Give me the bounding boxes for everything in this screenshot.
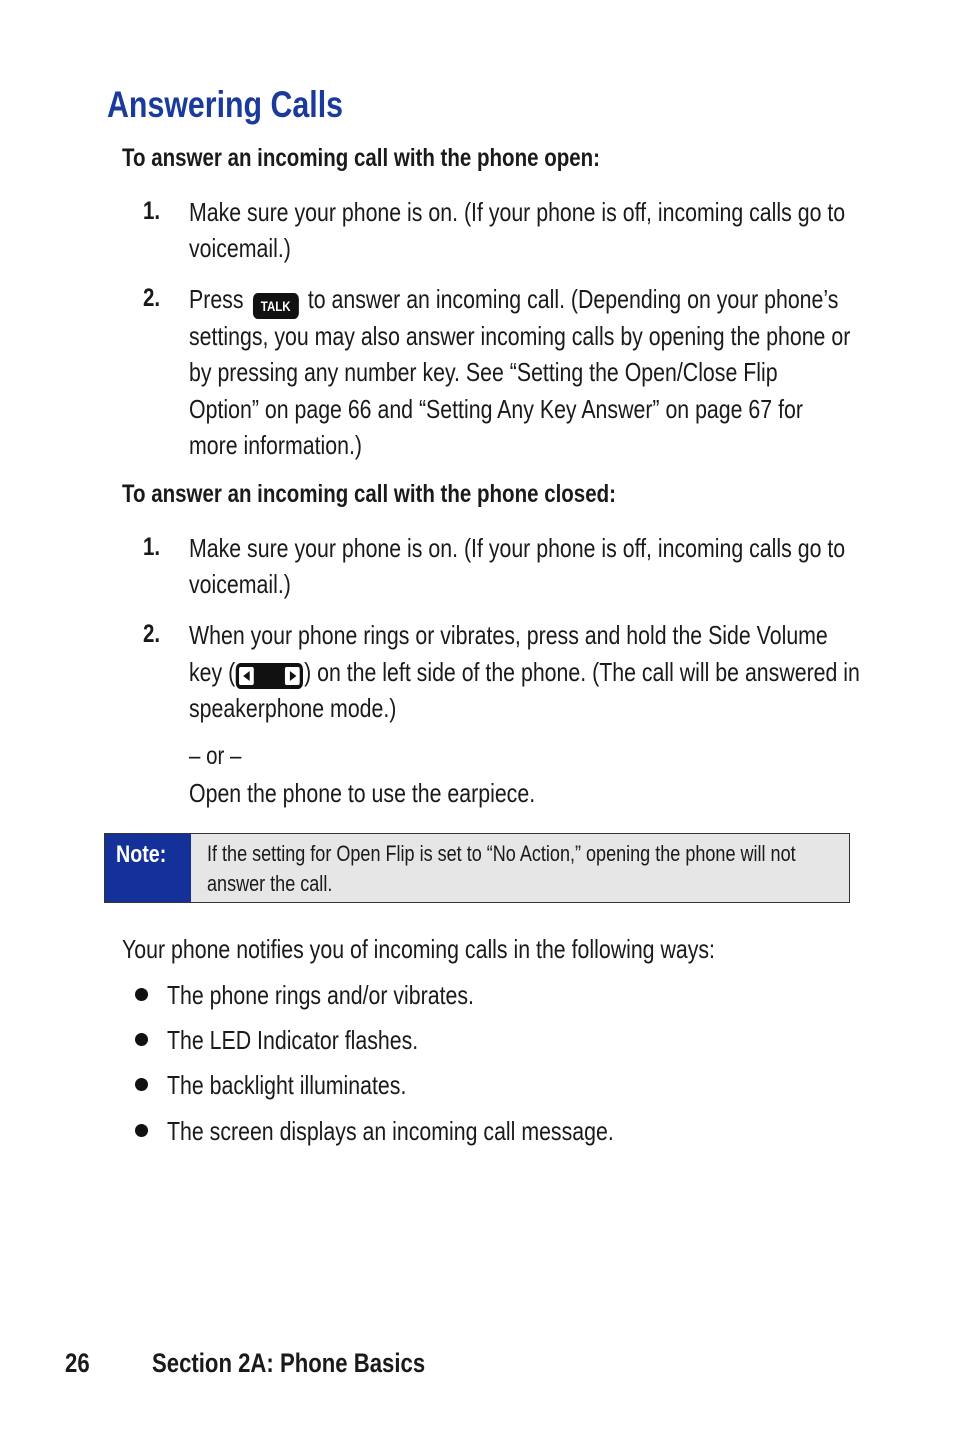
step-text-line: When your phone rings or vibrates, press and hold the Side Volume xyxy=(189,620,828,650)
list-item: The phone rings and/or vibrates. xyxy=(167,980,474,1010)
step-text-segment: to answer an incoming call. (Depending on your phone’s xyxy=(307,284,839,314)
arrow-left-icon xyxy=(239,667,254,685)
list-item: The screen displays an incoming call message. xyxy=(167,1116,614,1146)
or-separator: – or – xyxy=(189,742,242,770)
step-number: 2. xyxy=(143,620,161,648)
step-text-line: speakerphone mode.) xyxy=(189,693,397,723)
section-heading-phone-open: To answer an incoming call with the phone open: xyxy=(122,144,600,172)
alt-instruction: Open the phone to use the earpiece. xyxy=(189,778,536,808)
talk-key-icon: TALK xyxy=(253,293,299,319)
list-item: The LED Indicator flashes. xyxy=(167,1025,419,1055)
step-text-line: voicemail.) xyxy=(189,569,291,599)
step-number: 2. xyxy=(143,284,161,312)
step-text-segment: ) on the left side of the phone. (The call will be answered in xyxy=(304,657,860,687)
step-text-line: settings, you may also answer incoming calls by opening the phone or xyxy=(189,321,851,351)
list-item: The backlight illuminates. xyxy=(167,1070,407,1100)
step-text-line xyxy=(189,284,954,319)
step-text-line: Make sure your phone is on. (If your phone is off, incoming calls go to xyxy=(189,197,846,227)
page-number: 26 xyxy=(65,1348,90,1378)
note-box xyxy=(104,833,850,903)
step-text-line xyxy=(189,657,954,689)
note-text-line: answer the call. xyxy=(207,871,333,896)
arrow-right-icon xyxy=(285,667,300,685)
step-text-line: voicemail.) xyxy=(189,233,291,263)
note-label: Note: xyxy=(105,834,191,902)
step-text-segment: key ( xyxy=(189,657,236,687)
step-text-line: Option” on page 66 and “Setting Any Key Answer” on page 67 for xyxy=(189,394,803,424)
bullet-icon xyxy=(135,1033,148,1046)
section-footer-title: Section 2A: Phone Basics xyxy=(152,1348,426,1378)
step-number: 1. xyxy=(143,533,161,561)
step-text-line: Make sure your phone is on. (If your phone is off, incoming calls go to xyxy=(189,533,846,563)
section-heading-phone-closed: To answer an incoming call with the phone closed: xyxy=(122,480,616,508)
bullet-icon xyxy=(135,1124,148,1137)
note-text-line: If the setting for Open Flip is set to “No Action,” opening the phone will not xyxy=(207,841,796,866)
side-volume-key-icon xyxy=(236,663,303,689)
step-text-line: by pressing any number key. See “Setting the Open/Close Flip xyxy=(189,357,778,387)
bullet-icon xyxy=(135,988,148,1001)
step-text-line: more information.) xyxy=(189,430,362,460)
notify-intro: Your phone notifies you of incoming calls in the following ways: xyxy=(122,934,715,964)
bullet-icon xyxy=(135,1078,148,1091)
page-title: Answering Calls xyxy=(107,84,344,125)
step-text-segment: Press xyxy=(189,284,244,314)
step-number: 1. xyxy=(143,197,161,225)
